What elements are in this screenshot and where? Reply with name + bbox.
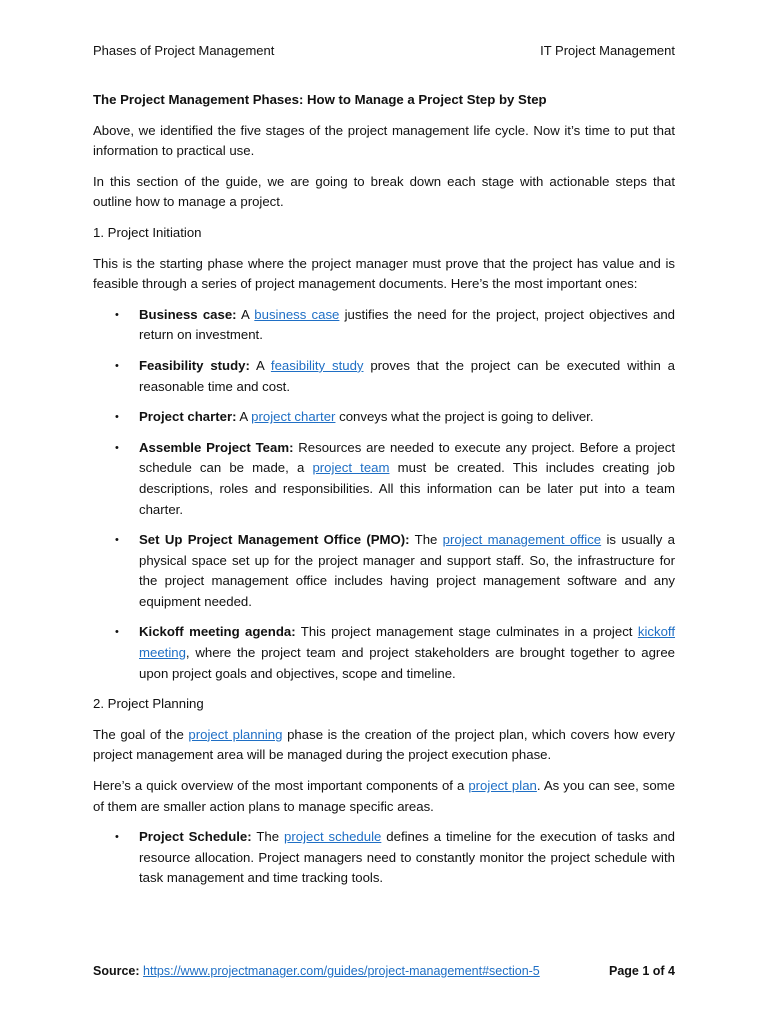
section-heading-planning: 2. Project Planning bbox=[93, 696, 204, 712]
bullet-text: must be created. This includes creating job descriptions, roles and responsibilities. All this information can be later put into a team charter. bbox=[139, 460, 675, 517]
bullet-text: conveys what the project is going to deliver. bbox=[335, 409, 594, 425]
bullet-text: A bbox=[236, 409, 252, 425]
bullet-text: A bbox=[249, 357, 271, 373]
bullet-icon: • bbox=[115, 359, 119, 372]
section-heading-initiation: 1. Project Initiation bbox=[93, 224, 202, 240]
source-url-link[interactable]: https://www.projectmanager.com/guides/project-management#section-5 bbox=[143, 964, 540, 978]
page-number: Page 1 of 4 bbox=[609, 964, 675, 978]
document-title: The Project Management Phases: How to Manage a Project Step by Step bbox=[93, 92, 547, 107]
bullet-text: proves that the project can be executed within a reasonable time and cost. bbox=[139, 357, 675, 394]
page-footer bbox=[93, 964, 675, 978]
bullet-term: Kickoff meeting agenda: bbox=[139, 624, 296, 640]
bullet-text: Resources are needed to execute any project. Before a project schedule can be made, a bbox=[139, 439, 675, 476]
bullet-text: , where the project team and project stakeholders are brought together to agree upon project goals and objectives, scope and timeline. bbox=[139, 645, 675, 681]
project-schedule-link[interactable]: project schedule bbox=[284, 829, 382, 845]
bullet-term: Feasibility study: bbox=[139, 357, 250, 373]
feasibility-study-link[interactable]: feasibility study bbox=[270, 357, 364, 373]
source-label: Source: bbox=[93, 964, 140, 978]
intro-paragraph-1: Above, we identified the five stages of the project management life cycle. Now it’s time to put that information to practical use. bbox=[93, 122, 675, 159]
bullet-term: Assemble Project Team: bbox=[139, 439, 294, 455]
bullet-icon: • bbox=[115, 534, 119, 547]
project-management-office-link[interactable]: project management office bbox=[442, 532, 602, 548]
paragraph-text: phase is the creation of the project plan, which covers how every project management area will be managed during the project execution phase. bbox=[93, 726, 675, 763]
bullet-text: A bbox=[236, 306, 255, 322]
bullet-text: defines a timeline for the execution of tasks and resource allocation. Project managers need to constantly monitor the project schedule with task management and time tracking tools. bbox=[139, 829, 675, 886]
list-item bbox=[93, 530, 675, 612]
initiation-paragraph: This is the starting phase where the project manager must prove that the project has value and is feasible through a series of project management documents. Here’s the most important ones: bbox=[93, 255, 675, 292]
project-charter-link[interactable]: project charter bbox=[251, 409, 336, 425]
project-plan-link[interactable]: project plan bbox=[468, 778, 537, 794]
page-content bbox=[93, 90, 675, 899]
list-item bbox=[93, 356, 675, 397]
kickoff-meeting-link[interactable]: kickoff meeting bbox=[139, 624, 675, 661]
list-item bbox=[93, 827, 675, 889]
paragraph-text: Here’s a quick overview of the most important components of a bbox=[93, 778, 469, 794]
list-item bbox=[93, 622, 675, 684]
business-case-link[interactable]: business case bbox=[254, 306, 340, 322]
bullet-icon: • bbox=[115, 411, 119, 424]
paragraph-text: The goal of the bbox=[93, 726, 189, 742]
bullet-text: This project management stage culminates in a project bbox=[295, 624, 638, 640]
page-header bbox=[93, 43, 675, 58]
intro-paragraph-2: In this section of the guide, we are going to break down each stage with actionable steps that outline how to manage a project. bbox=[93, 173, 675, 210]
list-item bbox=[93, 438, 675, 520]
planning-bullet-list bbox=[93, 827, 675, 889]
header-left: Phases of Project Management bbox=[93, 43, 275, 58]
bullet-text: justifies the need for the project, project objectives and return on investment. bbox=[139, 306, 675, 343]
list-item bbox=[93, 407, 675, 428]
planning-paragraph-2 bbox=[93, 776, 675, 817]
bullet-text: The bbox=[251, 829, 285, 845]
bullet-icon: • bbox=[115, 441, 119, 454]
header-right: IT Project Management bbox=[540, 43, 675, 58]
bullet-term: Project Schedule: bbox=[139, 829, 252, 845]
bullet-text: is usually a physical space set up for the project manager and support staff. So, the infrastructure for the project management office includes having project management software and any equipment needed. bbox=[139, 532, 675, 609]
bullet-icon: • bbox=[115, 308, 119, 321]
bullet-term: Project charter: bbox=[139, 409, 237, 425]
bullet-icon: • bbox=[115, 831, 119, 844]
project-team-link[interactable]: project team bbox=[312, 460, 390, 476]
bullet-text: The bbox=[409, 532, 443, 548]
bullet-term: Set Up Project Management Office (PMO): bbox=[139, 532, 410, 548]
initiation-bullet-list bbox=[93, 305, 675, 685]
project-planning-link[interactable]: project planning bbox=[188, 726, 283, 742]
footer-source bbox=[93, 964, 540, 978]
bullet-term: Business case: bbox=[139, 306, 237, 322]
list-item bbox=[93, 305, 675, 346]
paragraph-text: . As you can see, some of them are smaller action plans to manage specific areas. bbox=[93, 778, 676, 814]
planning-paragraph-1 bbox=[93, 725, 675, 766]
bullet-icon: • bbox=[115, 626, 119, 639]
